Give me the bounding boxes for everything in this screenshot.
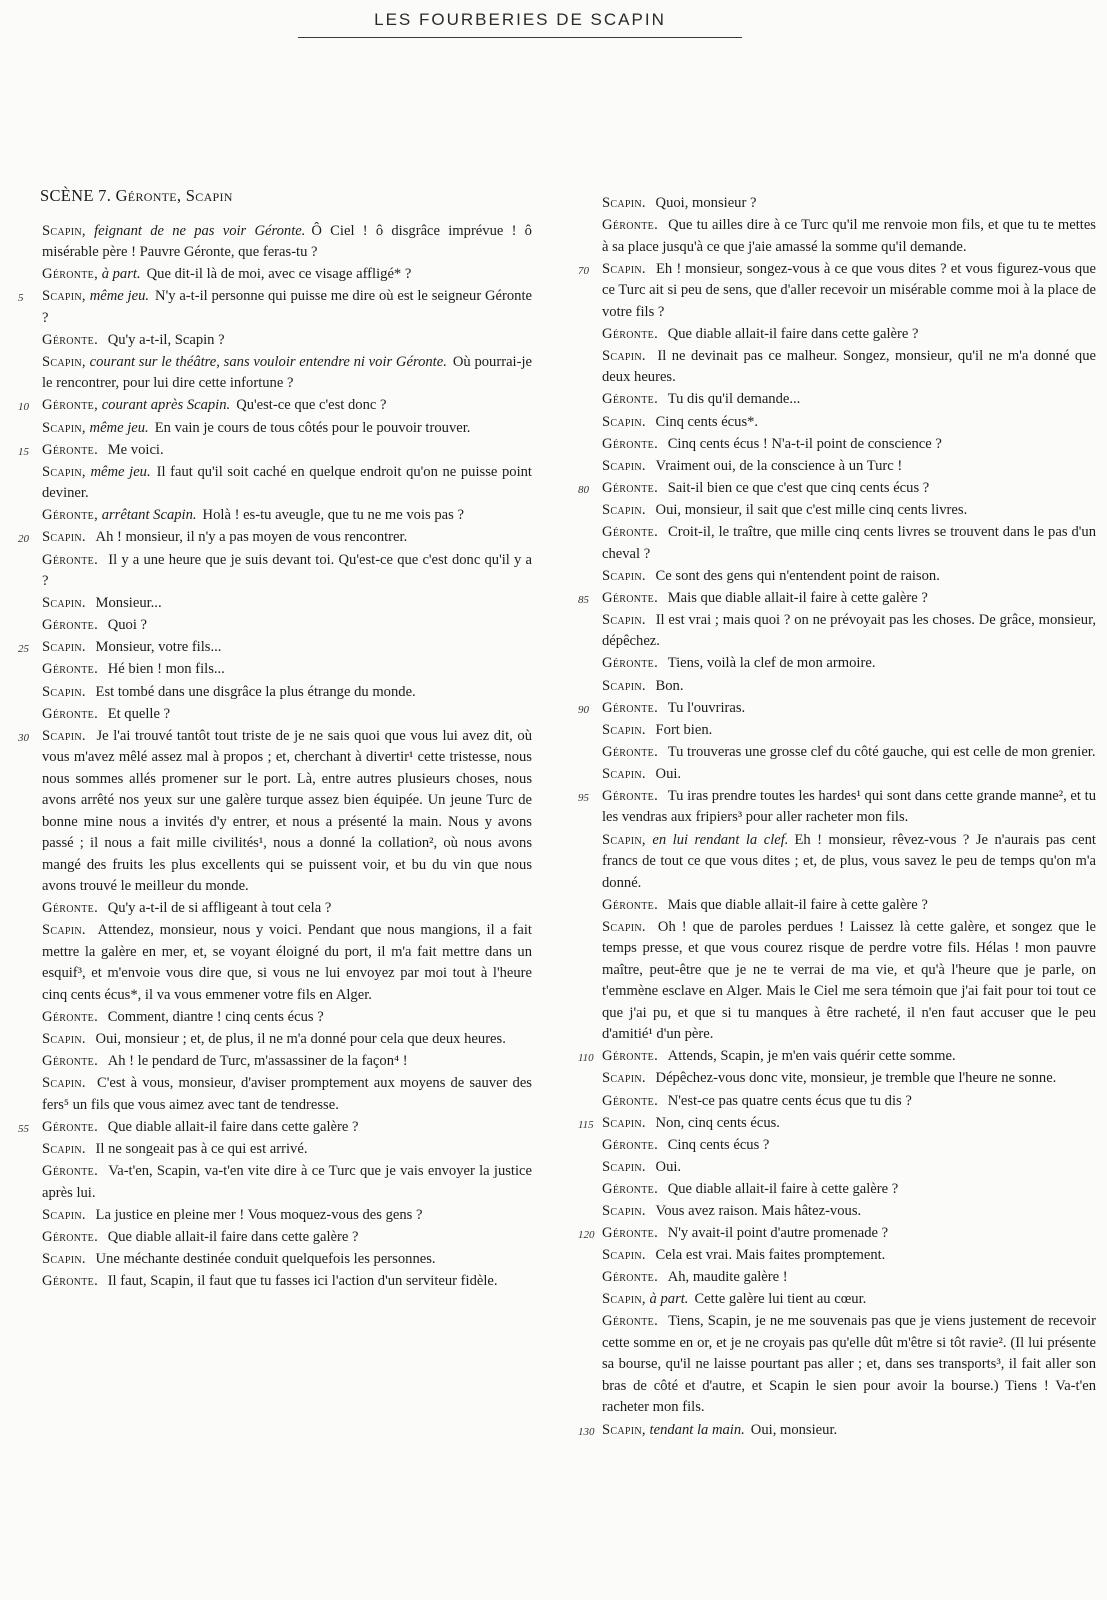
speaker-name: Géronte. bbox=[602, 391, 659, 408]
speaker-name: Géronte. bbox=[42, 1118, 99, 1135]
header-rule bbox=[298, 37, 742, 38]
speaker-name: Scapin. bbox=[42, 529, 86, 546]
speaker-name: Scapin, bbox=[42, 222, 86, 239]
speech-text: Je l'ai trouvé tantôt tout triste de je ne sais quoi que vous lui avez dit, où vous m'avez mêlé assez mal à propos ; et, cherchant à divertir¹ cette tristesse, nous nous sommes allés promener sur le port. Là, entre autres plusieurs choses, nous avons arrêté nos yeux sur une galère turque assez bien équipée. Un jeune Turc de bonne mine nous a invités d'y entrer, et nous a présenté la main. Nous y avons passé ; il nous a fait mille civilités¹, nous a donné la collation², où nous avons mangé des fruits les plus excellents qui se puissent voir, et bu du vin que nous avons trouvé le meilleur du monde. bbox=[42, 727, 532, 895]
speaker-name: Scapin. bbox=[602, 1070, 646, 1087]
speech-paragraph bbox=[578, 1068, 1096, 1090]
speech-text: Que tu ailles dire à ce Turc qu'il me renvoie mon fils, et que tu te mettes à sa place jusqu'à ce que j'aie amassé la somme qu'il demande. bbox=[602, 217, 1096, 255]
speech-text: Monsieur... bbox=[95, 595, 162, 612]
speech-paragraph bbox=[18, 615, 532, 637]
speech-text: Qu'y a-t-il de si affligeant à tout cela ? bbox=[107, 900, 332, 917]
speech-paragraph bbox=[578, 1046, 1096, 1068]
speech-paragraph bbox=[578, 193, 1096, 215]
line-number: 55 bbox=[18, 1122, 29, 1135]
speech-text: N'y a-t-il personne qui puisse me dire où est le seigneur Géronte ? bbox=[42, 288, 532, 326]
speech-paragraph bbox=[578, 1420, 1096, 1442]
speech-text: Monsieur, votre fils... bbox=[95, 639, 222, 656]
speech-text: Holà ! es-tu aveugle, que tu ne me vois pas ? bbox=[202, 507, 464, 524]
right-column bbox=[578, 193, 1096, 1442]
speech-paragraph bbox=[18, 330, 532, 352]
speech-text: Une méchante destinée conduit quelquefois les personnes. bbox=[95, 1250, 436, 1267]
line-number: 30 bbox=[18, 731, 29, 744]
line-number: 20 bbox=[18, 533, 29, 546]
speaker-name: Géronte. bbox=[602, 217, 659, 234]
line-number: 110 bbox=[578, 1052, 594, 1065]
speech-paragraph bbox=[578, 1135, 1096, 1157]
speech-text: Dépêchez-vous donc vite, monsieur, je tremble que l'heure ne sonne. bbox=[655, 1070, 1057, 1087]
speaker-name: Géronte. bbox=[602, 1269, 659, 1286]
speaker-name: Géronte. bbox=[602, 787, 659, 804]
speech-text: Oui, monsieur ; et, de plus, il ne m'a donné pour cela que deux heures. bbox=[95, 1031, 506, 1048]
scene-title bbox=[40, 185, 532, 207]
speech-text: Tu iras prendre toutes les hardes¹ qui sont dans cette grande manne², et tu les vendras aux fripiers³ pour aller racheter mon fils. bbox=[602, 787, 1096, 826]
speech-paragraph bbox=[578, 215, 1096, 258]
line-number: 25 bbox=[18, 643, 29, 656]
speaker-name: Géronte. bbox=[42, 661, 99, 678]
speech-text: Sait-il bien ce que c'est que cinq cents écus ? bbox=[667, 479, 930, 496]
speech-text: Quoi ? bbox=[107, 617, 148, 634]
line-number: 120 bbox=[578, 1229, 595, 1242]
line-number: 130 bbox=[578, 1425, 595, 1438]
speaker-name: Géronte. bbox=[42, 331, 99, 348]
speech-paragraph bbox=[578, 434, 1096, 456]
speaker-name: Scapin. bbox=[602, 1114, 646, 1131]
speaker-name: Scapin. bbox=[602, 195, 646, 211]
speaker-name: Géronte, bbox=[42, 507, 99, 524]
speech-text: Il ne songeait pas à ce qui est arrivé. bbox=[95, 1140, 308, 1157]
speech-text: Cinq cents écus ? bbox=[667, 1136, 770, 1153]
speech-text: La justice en pleine mer ! Vous moquez-vous des gens ? bbox=[95, 1206, 423, 1223]
speech-text: Il est vrai ; mais quoi ? on ne prévoyait pas les choses. De grâce, monsieur, dépêchez. bbox=[602, 611, 1096, 650]
speaker-name: Géronte. bbox=[42, 1053, 99, 1070]
speaker-name: Scapin. bbox=[42, 683, 86, 700]
speech-paragraph bbox=[578, 610, 1096, 653]
speech-text: Est tombé dans une disgrâce la plus étrange du monde. bbox=[95, 683, 416, 700]
speech-text: Va-t'en, Scapin, va-t'en vite dire à ce Turc que je vais envoyer la justice après lui. bbox=[42, 1163, 532, 1201]
speaker-name: Scapin. bbox=[602, 611, 646, 628]
speech-text: N'est-ce pas quatre cents écus que tu dis ? bbox=[667, 1092, 912, 1109]
speech-text: Mais que diable allait-il faire à cette galère ? bbox=[667, 896, 928, 913]
speech-paragraph bbox=[18, 1007, 532, 1029]
speech-paragraph bbox=[578, 764, 1096, 786]
speaker-name: Géronte. bbox=[42, 1008, 99, 1025]
speech-paragraph bbox=[578, 720, 1096, 742]
speech-paragraph bbox=[18, 221, 532, 264]
speaker-name: Scapin. bbox=[602, 918, 646, 935]
left-column bbox=[18, 185, 532, 1293]
speaker-name: Scapin. bbox=[602, 677, 646, 694]
speaker-name: Scapin, bbox=[42, 288, 86, 305]
speaker-name: Géronte. bbox=[42, 1163, 99, 1180]
speech-text: Non, cinq cents écus. bbox=[655, 1114, 780, 1131]
speech-paragraph bbox=[18, 593, 532, 615]
speech-text: Tu trouveras une grosse clef du côté gauche, qui est celle de mon grenier. bbox=[667, 743, 1096, 760]
speech-text: N'y avait-il point d'autre promenade ? bbox=[667, 1225, 889, 1242]
speaker-name: Scapin, bbox=[602, 831, 646, 848]
speech-paragraph bbox=[18, 704, 532, 726]
speech-text: Ô Ciel ! ô disgrâce imprévue ! ô misérable père ! Pauvre Géronte, que feras-tu ? bbox=[42, 222, 532, 260]
speech-paragraph bbox=[578, 456, 1096, 478]
speech-text: Que diable allait-il faire à cette galère ? bbox=[667, 1180, 899, 1197]
speaker-name: Géronte, bbox=[42, 266, 99, 283]
speaker-name: Géronte. bbox=[602, 435, 659, 452]
speech-paragraph bbox=[18, 264, 532, 286]
line-number: 80 bbox=[578, 483, 589, 496]
speech-text: Attends, Scapin, je m'en vais quérir cette somme. bbox=[667, 1048, 956, 1065]
speech-text: En vain je cours de tous côtés pour le pouvoir trouver. bbox=[154, 419, 471, 436]
speech-text: Où pourrai-je le rencontrer, pour lui dire cette infortune ? bbox=[42, 353, 532, 392]
speech-text: Mais que diable allait-il faire à cette galère ? bbox=[667, 589, 928, 606]
speech-paragraph bbox=[18, 352, 532, 395]
speech-paragraph bbox=[578, 830, 1096, 895]
speaker-name: Scapin. bbox=[42, 922, 86, 939]
speech-paragraph bbox=[18, 920, 532, 1006]
speech-text: Vraiment oui, de la conscience à un Turc ! bbox=[655, 457, 903, 474]
speech-paragraph bbox=[578, 917, 1096, 1046]
speech-paragraph bbox=[578, 895, 1096, 917]
line-number: 90 bbox=[578, 703, 589, 716]
stage-direction: en lui rendant la clef. bbox=[652, 831, 789, 848]
speech-text: Il y a une heure que je suis devant toi. Qu'est-ce que c'est donc qu'il y a ? bbox=[42, 551, 532, 590]
speech-text: Tiens, voilà la clef de mon armoire. bbox=[667, 655, 876, 672]
stage-direction: même jeu. bbox=[89, 419, 149, 436]
speech-text: Ah, maudite galère ! bbox=[667, 1269, 788, 1286]
speech-text: Comment, diantre ! cinq cents écus ? bbox=[107, 1008, 324, 1025]
line-number: 70 bbox=[578, 264, 589, 277]
speech-paragraph bbox=[18, 659, 532, 681]
speech-paragraph bbox=[18, 1073, 532, 1116]
speech-text: Hé bien ! mon fils... bbox=[107, 661, 225, 678]
speech-paragraph bbox=[18, 726, 532, 898]
line-number: 15 bbox=[18, 445, 29, 458]
speech-text: Qu'est-ce que c'est donc ? bbox=[236, 397, 387, 414]
speech-paragraph bbox=[18, 505, 532, 527]
speaker-name: Scapin, bbox=[602, 1421, 646, 1438]
speech-paragraph bbox=[578, 786, 1096, 829]
speech-text: Ah ! monsieur, il n'y a pas moyen de vous rencontrer. bbox=[95, 529, 408, 546]
speaker-name: Scapin. bbox=[602, 347, 646, 364]
speaker-name: Scapin, bbox=[42, 463, 86, 480]
line-number: 115 bbox=[578, 1118, 594, 1131]
speaker-name: Géronte. bbox=[42, 1272, 99, 1289]
speech-paragraph bbox=[18, 1051, 532, 1073]
speech-paragraph bbox=[18, 1161, 532, 1204]
speaker-name: Géronte, bbox=[42, 397, 99, 414]
speaker-name: Scapin. bbox=[602, 1247, 646, 1264]
speech-text: Tiens, Scapin, je ne me souvenais pas que je viens justement de recevoir cette somme en or, et je ne croyais pas qu'elle dût m'être si tôt ravie². (Il lui présente sa bourse, qu'il ne laisse pourtant pas aller ; et, dans ses transports³, il fait aller son bras de côté et d'autre, et Scapin le sien pour avoir la bourse.) Tiens ! Va-t'en racheter mon fils. bbox=[602, 1313, 1096, 1416]
speaker-name: Scapin, bbox=[42, 353, 86, 370]
speaker-name: Géronte. bbox=[602, 589, 659, 606]
speech-paragraph bbox=[578, 522, 1096, 565]
speech-text: Oh ! que de paroles perdues ! Laissez là cette galère, et songez que le temps presse, et que vous courez risque de perdre votre fils. Hélas ! mon pauvre maître, peut-être que je ne te verrai de ma vie, et qu'à l'heure que je parle, on t'emmène esclave en Alger. Mais le Ciel me sera témoin que j'ai fait pour toi tout ce que j'ai pu, et que si tu manques à être racheté, il n'en faut accuser que le peu d'amitié¹ d'un père. bbox=[602, 918, 1096, 1043]
speech-text: Que diable allait-il faire dans cette galère ? bbox=[107, 1118, 359, 1135]
speech-text: Cette galère lui tient au cœur. bbox=[694, 1291, 867, 1308]
speech-text: Que dit-il là de moi, avec ce visage affligé* ? bbox=[146, 266, 412, 283]
speech-text: Fort bien. bbox=[655, 721, 713, 738]
speaker-name: Géronte. bbox=[602, 655, 659, 672]
speech-text: Croit-il, le traître, que mille cinq cents livres se trouvent dans le pas d'un cheval ? bbox=[602, 524, 1096, 562]
speech-text: Eh ! monsieur, songez-vous à ce que vous dites ? et vous figurez-vous que ce Turc ait si peu de sens, que d'aller recevoir un misérable comme moi à la place de votre fils ? bbox=[602, 260, 1096, 320]
speaker-name: Géronte. bbox=[602, 1225, 659, 1242]
speaker-name: Géronte. bbox=[602, 896, 659, 913]
speaker-name: Géronte. bbox=[602, 1092, 659, 1109]
speech-paragraph bbox=[578, 478, 1096, 500]
speaker-name: Géronte. bbox=[42, 1228, 99, 1245]
speech-paragraph bbox=[18, 1029, 532, 1051]
speaker-name: Scapin. bbox=[602, 765, 646, 782]
speaker-name: Géronte. bbox=[42, 441, 99, 458]
speaker-name: Scapin. bbox=[602, 567, 646, 584]
speaker-name: Géronte. bbox=[602, 1180, 659, 1197]
stage-direction: à part. bbox=[101, 266, 141, 283]
speaker-name: Géronte. bbox=[602, 699, 659, 716]
speaker-name: Scapin. bbox=[602, 260, 646, 277]
speech-paragraph bbox=[578, 1245, 1096, 1267]
speech-paragraph bbox=[578, 1223, 1096, 1245]
speaker-name: Scapin. bbox=[42, 1140, 86, 1157]
speech-paragraph bbox=[578, 1311, 1096, 1419]
speech-paragraph bbox=[578, 566, 1096, 588]
speech-text: Ce sont des gens qui n'entendent point de raison. bbox=[655, 567, 940, 584]
speech-text: Me voici. bbox=[107, 441, 164, 458]
speech-paragraph bbox=[578, 698, 1096, 720]
speech-paragraph bbox=[18, 1271, 532, 1293]
speech-text: Bon. bbox=[655, 677, 684, 694]
speaker-name: Géronte. bbox=[42, 551, 99, 568]
speaker-name: Géronte. bbox=[602, 1136, 659, 1153]
speech-paragraph bbox=[578, 259, 1096, 324]
speech-paragraph bbox=[18, 898, 532, 920]
stage-direction: même jeu. bbox=[90, 463, 151, 480]
speaker-name: Géronte. bbox=[602, 325, 659, 342]
speech-text: Quoi, monsieur ? bbox=[655, 195, 757, 211]
speaker-name: Géronte. bbox=[42, 900, 99, 917]
line-number: 10 bbox=[18, 401, 29, 414]
speech-text: Cela est vrai. Mais faites promptement. bbox=[655, 1247, 886, 1264]
speech-paragraph bbox=[18, 1227, 532, 1249]
speech-paragraph bbox=[578, 653, 1096, 675]
speech-paragraph bbox=[578, 346, 1096, 389]
speech-text: Il ne devinait pas ce malheur. Songez, monsieur, qu'il ne m'a donné que deux heures. bbox=[602, 347, 1096, 386]
speech-paragraph bbox=[578, 1179, 1096, 1201]
speaker-name: Scapin. bbox=[602, 721, 646, 738]
speech-paragraph bbox=[578, 676, 1096, 698]
speech-text: Il faut qu'il soit caché en quelque endroit qu'on ne puisse point deviner. bbox=[42, 463, 532, 502]
speech-text: Oui, monsieur, il sait que c'est mille cinq cents livres. bbox=[655, 501, 968, 518]
speaker-name: Scapin. bbox=[42, 1031, 86, 1048]
speech-text: Vous avez raison. Mais hâtez-vous. bbox=[655, 1203, 862, 1219]
stage-direction: feignant de ne pas voir Géronte. bbox=[94, 222, 306, 239]
speaker-name: Scapin. bbox=[602, 457, 646, 474]
speech-paragraph bbox=[18, 462, 532, 505]
speaker-name: Scapin. bbox=[42, 639, 86, 656]
speaker-name: Scapin. bbox=[602, 501, 646, 518]
speech-text: Et quelle ? bbox=[107, 705, 171, 722]
speech-text: C'est à vous, monsieur, d'aviser promptement aux moyens de sauver des fers⁵ un fils que vous aimez avec tant de tendresse. bbox=[42, 1075, 532, 1113]
line-number: 5 bbox=[18, 292, 24, 305]
speech-text: Oui. bbox=[655, 765, 682, 782]
speaker-name: Scapin. bbox=[42, 595, 86, 612]
speech-paragraph bbox=[18, 395, 532, 417]
speaker-name: Scapin. bbox=[602, 1158, 646, 1175]
speech-paragraph bbox=[18, 637, 532, 659]
speech-text: Cinq cents écus ! N'a-t-il point de conscience ? bbox=[667, 435, 942, 452]
speech-paragraph bbox=[578, 412, 1096, 434]
stage-direction: tendant la main. bbox=[649, 1421, 745, 1438]
speaker-name: Géronte. bbox=[602, 479, 659, 496]
speech-text: Oui. bbox=[655, 1158, 682, 1175]
speech-paragraph bbox=[578, 389, 1096, 411]
speaker-name: Scapin. bbox=[602, 413, 646, 430]
speech-text: Oui, monsieur. bbox=[750, 1421, 838, 1438]
speech-paragraph bbox=[18, 286, 532, 329]
scene-label: SCÈNE 7. bbox=[40, 186, 112, 205]
stage-direction: courant après Scapin. bbox=[101, 397, 231, 414]
speaker-name: Scapin. bbox=[42, 1206, 86, 1223]
speech-paragraph bbox=[578, 1201, 1096, 1223]
speaker-name: Scapin, bbox=[42, 419, 86, 436]
speech-paragraph bbox=[578, 1289, 1096, 1311]
speech-text: Tu l'ouvriras. bbox=[667, 699, 746, 716]
speech-paragraph bbox=[578, 742, 1096, 764]
speech-paragraph bbox=[578, 1157, 1096, 1179]
speech-paragraph bbox=[18, 440, 532, 462]
speech-paragraph bbox=[18, 1117, 532, 1139]
scene-characters: Géronte, Scapin bbox=[115, 186, 233, 205]
speaker-name: Scapin, bbox=[602, 1291, 646, 1308]
speech-paragraph bbox=[18, 1139, 532, 1161]
speaker-name: Géronte. bbox=[602, 743, 659, 760]
speaker-name: Scapin. bbox=[602, 1203, 646, 1219]
speaker-name: Géronte. bbox=[42, 617, 99, 634]
speech-paragraph bbox=[18, 527, 532, 549]
stage-direction: arrêtant Scapin. bbox=[101, 507, 197, 524]
line-number: 85 bbox=[578, 593, 589, 606]
stage-direction: à part. bbox=[649, 1291, 689, 1308]
speech-paragraph bbox=[18, 550, 532, 593]
speaker-name: Scapin. bbox=[42, 727, 86, 744]
speech-text: Attendez, monsieur, nous y voici. Pendant que nous mangions, il a fait mettre la galère en mer, et, se voyant éloigné du port, il m'a fait mettre dans un esquif³, et m'envoie vous dire que, si vous ne lui envoyez par moi tout à l'heure cinq cents écus*, il va vous emmener votre fils en Alger. bbox=[42, 922, 532, 1003]
speech-text: Tu dis qu'il demande... bbox=[667, 391, 801, 408]
speech-paragraph bbox=[578, 1267, 1096, 1289]
speech-paragraph bbox=[578, 1091, 1096, 1113]
speaker-name: Géronte. bbox=[42, 705, 99, 722]
speech-paragraph bbox=[18, 1205, 532, 1227]
stage-direction: courant sur le théâtre, sans vouloir entendre ni voir Géronte. bbox=[89, 353, 447, 370]
speaker-name: Scapin. bbox=[42, 1075, 86, 1092]
speech-text: Il faut, Scapin, il faut que tu fasses ici l'action d'un serviteur fidèle. bbox=[107, 1272, 498, 1289]
speech-text: Eh ! monsieur, rêvez-vous ? Je n'aurais pas cent francs de tout ce que vous dites ; et, de plus, vous savez le peu de temps qu'on m'a donné. bbox=[602, 831, 1096, 891]
speech-paragraph bbox=[578, 500, 1096, 522]
speech-text: Qu'y a-t-il, Scapin ? bbox=[107, 331, 225, 348]
speech-text: Que diable allait-il faire dans cette galère ? bbox=[667, 325, 919, 342]
speech-paragraph bbox=[18, 1249, 532, 1271]
speech-paragraph bbox=[578, 1113, 1096, 1135]
speech-text: Cinq cents écus*. bbox=[655, 413, 759, 430]
stage-direction: même jeu. bbox=[89, 288, 150, 305]
running-title: LES FOURBERIES DE SCAPIN bbox=[374, 10, 666, 29]
speaker-name: Scapin. bbox=[42, 1250, 86, 1267]
speaker-name: Géronte. bbox=[602, 524, 659, 541]
speech-text: Ah ! le pendard de Turc, m'assassiner de la façon⁴ ! bbox=[107, 1053, 408, 1070]
speech-paragraph bbox=[18, 682, 532, 704]
speech-paragraph bbox=[18, 418, 532, 440]
speaker-name: Géronte. bbox=[602, 1313, 659, 1330]
speech-text: Que diable allait-il faire dans cette galère ? bbox=[107, 1228, 359, 1245]
speech-paragraph bbox=[578, 588, 1096, 610]
line-number: 95 bbox=[578, 791, 589, 804]
speaker-name: Géronte. bbox=[602, 1048, 659, 1065]
speech-paragraph bbox=[578, 324, 1096, 346]
